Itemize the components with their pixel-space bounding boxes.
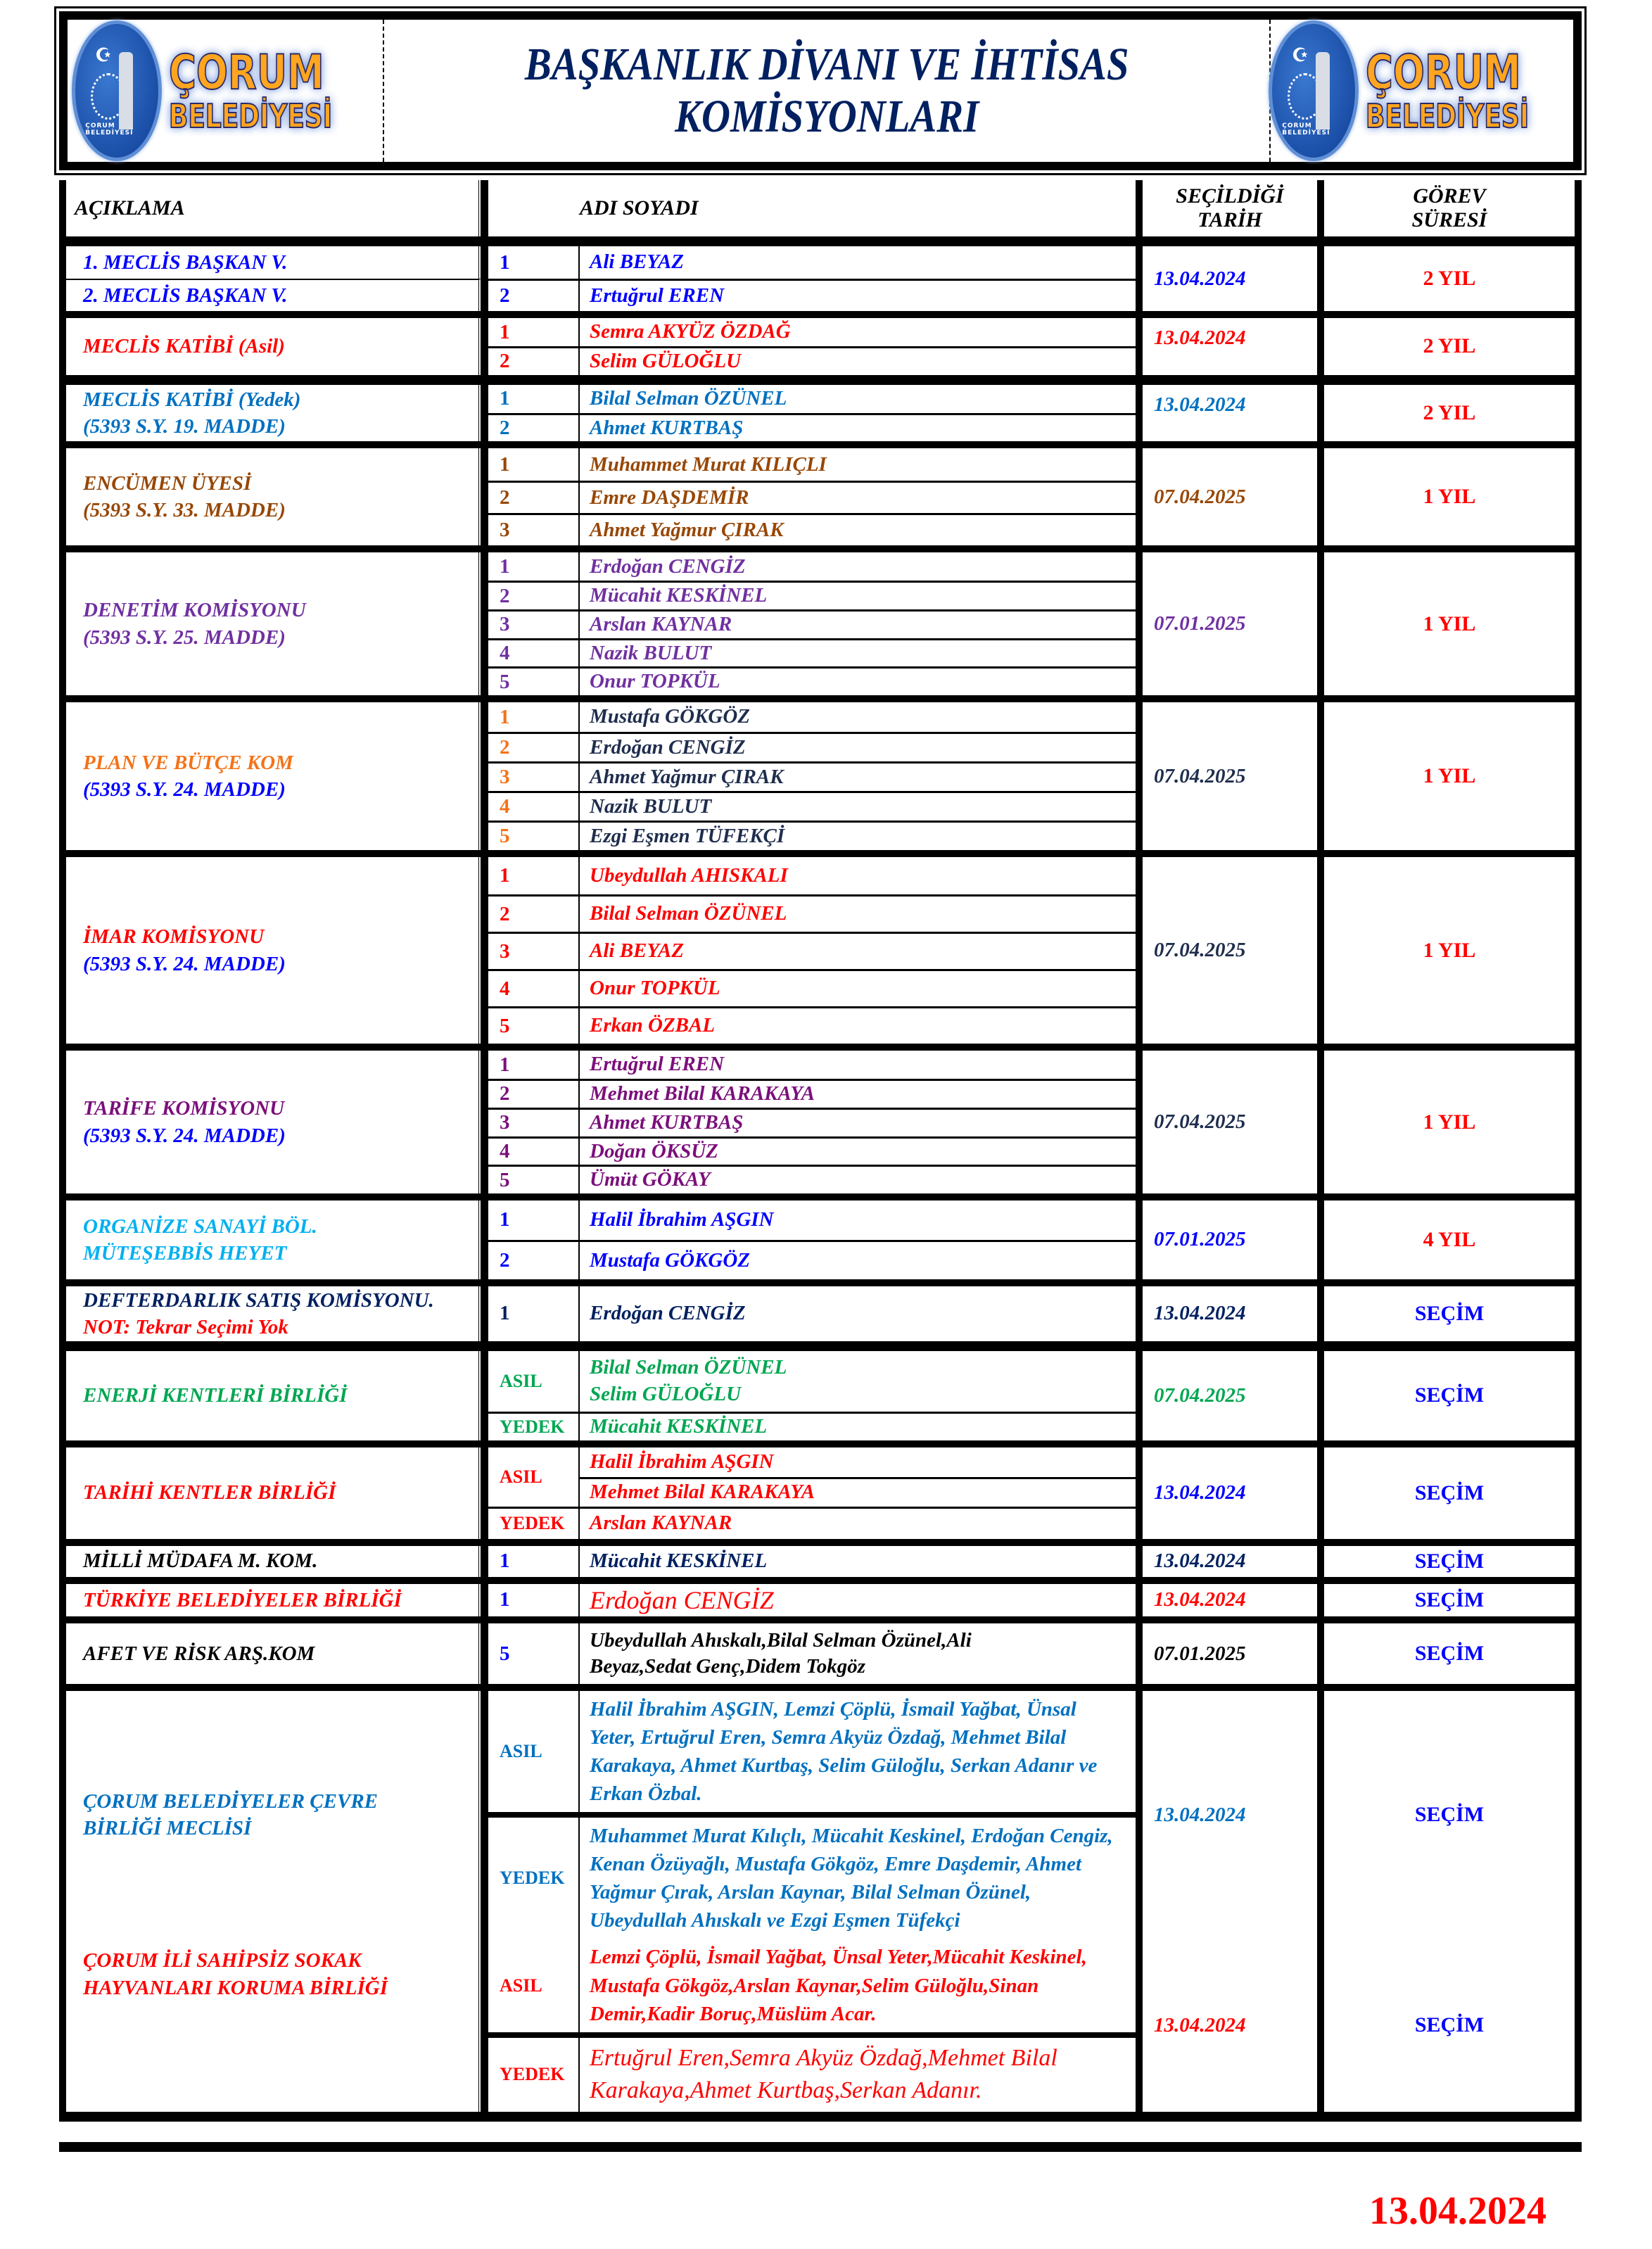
selection-date: 13.04.2024 bbox=[1143, 1939, 1324, 2112]
table-row bbox=[59, 385, 1582, 413]
table-row bbox=[59, 1447, 1582, 1477]
separator-bar bbox=[59, 441, 1582, 448]
group-label: ÇORUM İLİ SAHİPSİZ SOKAK HAYVANLARI KORUMA BİRLİĞİ bbox=[83, 1949, 388, 1999]
member-name: Nazik BULUT bbox=[580, 638, 1143, 667]
municipality-seal-icon bbox=[72, 20, 162, 161]
member-name: Doğan ÖKSÜZ bbox=[580, 1136, 1143, 1165]
yedek-label: YEDEK bbox=[481, 1507, 580, 1539]
selection-date: 13.04.2024 bbox=[1143, 318, 1324, 375]
selection-date: 07.01.2025 bbox=[1143, 552, 1324, 695]
group-sublabel: (5393 S.Y. 24. MADDE) bbox=[83, 778, 286, 802]
member-number: 1 bbox=[481, 702, 580, 732]
member-name: Muhammet Murat KILIÇLI bbox=[580, 448, 1143, 481]
separator-bar bbox=[59, 545, 1582, 552]
asil-label: ASIL bbox=[481, 1447, 580, 1507]
row-separator bbox=[59, 1539, 1582, 1546]
term-duration: 2 YIL bbox=[1324, 385, 1582, 442]
group-label: MECLİS KATİBİ (Asil) bbox=[83, 335, 285, 358]
group-label-cell bbox=[59, 1546, 481, 1577]
table-row bbox=[59, 1051, 1582, 1079]
member-name: Bilal Selman ÖZÜNEL bbox=[580, 385, 1143, 413]
member-number: 2 bbox=[481, 732, 580, 761]
group-label: DEFTERDARLIK SATIŞ KOMİSYONU. bbox=[83, 1288, 434, 1312]
group-label-cell bbox=[59, 1351, 481, 1440]
group-sublabel: (5393 S.Y. 24. MADDE) bbox=[83, 1124, 286, 1147]
member-number: 2 bbox=[481, 1079, 580, 1108]
member-number: 1 bbox=[481, 385, 580, 413]
group-label: İMAR KOMİSYONU bbox=[83, 925, 265, 949]
separator-bar bbox=[59, 1616, 1582, 1623]
group-label: DENETİM KOMİSYONU bbox=[83, 599, 306, 622]
row-separator bbox=[59, 375, 1582, 385]
group-label: MİLLİ MÜDAFA M. KOM. bbox=[83, 1550, 318, 1573]
group-label-cell bbox=[59, 1447, 481, 1539]
column-header-gorev-line1: GÖREV bbox=[1413, 184, 1486, 208]
table-row bbox=[59, 1584, 1582, 1617]
footer-date: 13.04.2024 bbox=[1369, 2189, 1546, 2233]
group-label-cell bbox=[59, 702, 481, 850]
group-sublabel: (5393 S.Y. 24. MADDE) bbox=[83, 952, 286, 975]
member-number: 1 bbox=[481, 552, 580, 581]
yedek-names: Ertuğrul Eren,Semra Akyüz Özdağ,Mehmet Bilal Karakaya,Ahmet Kurtbaş,Serkan Adanır. bbox=[580, 2032, 1143, 2112]
member-name: Ahmet KURTBAŞ bbox=[580, 1108, 1143, 1136]
row-separator bbox=[59, 850, 1582, 857]
selection-date: 07.04.2025 bbox=[1143, 857, 1324, 1044]
commissions-table bbox=[59, 180, 1582, 2122]
selection-date: 07.04.2025 bbox=[1143, 1051, 1324, 1193]
selection-date: 13.04.2024 bbox=[1143, 246, 1324, 311]
group-label-cell bbox=[59, 279, 481, 311]
member-name: Mehmet Bilal KARAKAYA bbox=[580, 1079, 1143, 1108]
group-label-cell bbox=[59, 1939, 481, 2112]
group-label: PLAN VE BÜTÇE KOM bbox=[83, 751, 293, 774]
clock-tower-icon bbox=[1316, 52, 1330, 129]
member-name: Ahmet Yağmur ÇIRAK bbox=[580, 513, 1143, 545]
member-name: Nazik BULUT bbox=[580, 791, 1143, 821]
member-number: 3 bbox=[481, 761, 580, 791]
group-label-cell bbox=[59, 1584, 481, 1617]
group-label: ENERJİ KENTLERİ BİRLİĞİ bbox=[83, 1384, 348, 1407]
group-label-cell bbox=[59, 1200, 481, 1279]
member-name: Ahmet Yağmur ÇIRAK bbox=[580, 761, 1143, 791]
table-row bbox=[59, 246, 1582, 279]
member-number: 3 bbox=[481, 932, 580, 969]
table-header-row bbox=[59, 180, 1582, 236]
member-number: 1 bbox=[481, 448, 580, 481]
separator-bar bbox=[59, 1684, 1582, 1691]
table-row bbox=[59, 1623, 1582, 1684]
group-sublabel: MÜTEŞEBBİS HEYET bbox=[83, 1241, 287, 1265]
table-body bbox=[59, 236, 1582, 2122]
group-label-cell bbox=[59, 1623, 481, 1684]
separator-bar bbox=[59, 2112, 1582, 2122]
title-line-2: KOMİSYONLARI bbox=[674, 91, 979, 142]
member-name: Erdoğan CENGİZ bbox=[580, 1584, 1143, 1617]
asil-label: ASIL bbox=[481, 1691, 580, 1812]
member-number: 5 bbox=[481, 666, 580, 695]
group-label: TÜRKİYE BELEDİYELER BİRLİĞİ bbox=[83, 1588, 402, 1611]
logo-right bbox=[1271, 20, 1573, 162]
asil-label: ASIL bbox=[481, 1939, 580, 2032]
term-duration: SEÇİM bbox=[1324, 1623, 1582, 1684]
asil-names: Halil İbrahim AŞGIN, Lemzi Çöplü, İsmail Yağbat, Ünsal Yeter, Ertuğrul Eren, Semra Akyüz Özdağ, Mehmet Bilal Karakaya, Ahmet Kurtbaş, Selim Güloğlu, Serkan Adanır ve Erkan Özbal. bbox=[580, 1691, 1143, 1812]
term-duration: 1 YIL bbox=[1324, 448, 1582, 545]
group-label: TARİFE KOMİSYONU bbox=[83, 1097, 285, 1120]
member-name: Ümüt GÖKAY bbox=[580, 1165, 1143, 1193]
separator-bar bbox=[59, 1539, 1582, 1546]
member-number: 2 bbox=[481, 1240, 580, 1279]
brand-wordmark bbox=[169, 45, 379, 135]
member-name: Ertuğrul EREN bbox=[580, 279, 1143, 311]
bottom-rule bbox=[59, 2142, 1582, 2152]
group-label: MECLİS KATİBİ (Yedek) bbox=[83, 388, 301, 411]
member-name: Onur TOPKÜL bbox=[580, 969, 1143, 1006]
column-header-gorev-suresi bbox=[1324, 180, 1582, 236]
seal-text: ÇORUM BELEDİYESİ bbox=[85, 122, 134, 137]
member-number: 1 bbox=[481, 1546, 580, 1577]
seal-text: ÇORUM BELEDİYESİ bbox=[1282, 122, 1330, 137]
member-number: 3 bbox=[481, 609, 580, 638]
table-row bbox=[59, 552, 1582, 581]
term-duration: 1 YIL bbox=[1324, 702, 1582, 850]
selection-date: 07.01.2025 bbox=[1143, 1200, 1324, 1279]
group-label: 1. MECLİS BAŞKAN V. bbox=[83, 251, 288, 274]
municipality-seal-icon bbox=[1269, 20, 1359, 161]
row-separator bbox=[59, 695, 1582, 702]
member-name: Ezgi Eşmen TÜFEKÇİ bbox=[580, 821, 1143, 850]
asil-label: ASIL bbox=[481, 1351, 580, 1412]
row-separator bbox=[59, 1044, 1582, 1051]
member-name: Mücahit KESKİNEL bbox=[580, 1546, 1143, 1577]
member-count: 5 bbox=[481, 1623, 580, 1684]
group-label-cell bbox=[59, 552, 481, 695]
row-separator bbox=[59, 236, 1582, 246]
member-number: 3 bbox=[481, 1108, 580, 1136]
term-duration: SEÇİM bbox=[1324, 1546, 1582, 1577]
group-label: ÇORUM BELEDİYELER ÇEVRE BİRLİĞİ MECLİSİ bbox=[83, 1790, 378, 1840]
table-row bbox=[59, 1351, 1582, 1412]
member-number: 2 bbox=[481, 413, 580, 442]
member-name: Erdoğan CENGİZ bbox=[580, 552, 1143, 581]
member-name: Mücahit KESKİNEL bbox=[580, 1412, 1143, 1440]
group-note: NOT: Tekrar Seçimi Yok bbox=[83, 1315, 288, 1338]
member-number: 1 bbox=[481, 857, 580, 894]
row-separator bbox=[59, 1341, 1582, 1351]
separator-bar bbox=[59, 695, 1582, 702]
brand-word-corum: ÇORUM bbox=[1366, 45, 1521, 101]
table-row bbox=[59, 702, 1582, 732]
group-label: 2. MECLİS BAŞKAN V. bbox=[83, 284, 288, 307]
brand-wordmark bbox=[1366, 45, 1575, 135]
table-row bbox=[59, 1286, 1582, 1341]
column-header-aciklama: AÇIKLAMA bbox=[59, 180, 481, 236]
brand-word-belediyesi: BELEDİYESİ bbox=[1366, 97, 1530, 135]
member-name: Mehmet Bilal KARAKAYA bbox=[580, 1477, 1143, 1507]
clock-tower-icon bbox=[119, 52, 133, 129]
group-label-cell bbox=[59, 448, 481, 545]
selection-date: 13.04.2024 bbox=[1143, 1691, 1324, 1939]
crescent-star-icon: ☪ bbox=[95, 45, 112, 65]
row-separator bbox=[59, 311, 1582, 318]
separator-bar bbox=[59, 311, 1582, 318]
group-sublabel: (5393 S.Y. 25. MADDE) bbox=[83, 626, 286, 649]
column-header-secildigi-tarih bbox=[1143, 180, 1324, 236]
term-duration: SEÇİM bbox=[1324, 1286, 1582, 1341]
selection-date: 07.04.2025 bbox=[1143, 1351, 1324, 1440]
selection-date: 07.04.2025 bbox=[1143, 702, 1324, 850]
member-number: 1 bbox=[481, 1051, 580, 1079]
title-box bbox=[383, 20, 1271, 162]
group-label-cell bbox=[59, 246, 481, 279]
member-name: Arslan KAYNAR bbox=[580, 609, 1143, 638]
group-label-cell bbox=[59, 318, 481, 375]
row-separator bbox=[59, 1279, 1582, 1286]
selection-date: 07.04.2025 bbox=[1143, 448, 1324, 545]
title-line-1: BAŞKANLIK DİVANI VE İHTİSAS bbox=[524, 39, 1129, 91]
separator-bar bbox=[59, 1341, 1582, 1351]
row-separator bbox=[59, 1193, 1582, 1200]
row-separator bbox=[59, 545, 1582, 552]
separator-bar bbox=[59, 1044, 1582, 1051]
group-sublabel: (5393 S.Y. 33. MADDE) bbox=[83, 499, 286, 522]
selection-date: 13.04.2024 bbox=[1143, 1546, 1324, 1577]
separator-bar bbox=[59, 1440, 1582, 1447]
separator-bar bbox=[59, 1279, 1582, 1286]
group-label-cell bbox=[59, 1691, 481, 1939]
selection-date: 07.01.2025 bbox=[1143, 1623, 1324, 1684]
member-name: Selim GÜLOĞLU bbox=[580, 346, 1143, 375]
member-number: 4 bbox=[481, 1136, 580, 1165]
member-name: Erdoğan CENGİZ bbox=[580, 1286, 1143, 1341]
member-name: Emre DAŞDEMİR bbox=[580, 481, 1143, 513]
term-duration: 2 YIL bbox=[1324, 246, 1582, 311]
yedek-label: YEDEK bbox=[481, 1412, 580, 1440]
yedek-names: Muhammet Murat Kılıçlı, Mücahit Keskinel, Erdoğan Cengiz, Kenan Özüyağlı, Mustafa Gökgöz, Emre Daşdemir, Ahmet Yağmur Çırak, Arslan Kaynar, Bilal Selman Özünel, Ubeydullah Ahıskalı ve Ezgi Eşmen Tüfekçi bbox=[580, 1812, 1143, 1939]
member-number: 2 bbox=[481, 481, 580, 513]
separator-bar bbox=[59, 236, 1582, 246]
term-duration: SEÇİM bbox=[1324, 1691, 1582, 1939]
member-number: 2 bbox=[481, 279, 580, 311]
brand-word-belediyesi: BELEDİYESİ bbox=[169, 97, 333, 135]
selection-date: 13.04.2024 bbox=[1143, 1286, 1324, 1341]
member-name: Mustafa GÖKGÖZ bbox=[580, 702, 1143, 732]
term-duration: 4 YIL bbox=[1324, 1200, 1582, 1279]
member-names: Ubeydullah Ahıskalı,Bilal Selman Özünel,Ali Beyaz,Sedat Genç,Didem Tokgöz bbox=[580, 1623, 1143, 1684]
member-number: 1 bbox=[481, 1286, 580, 1341]
member-name: Mücahit KESKİNEL bbox=[580, 581, 1143, 609]
member-name: Semra AKYÜZ ÖZDAĞ bbox=[580, 318, 1143, 346]
row-separator bbox=[59, 1440, 1582, 1447]
member-name: Selim GÜLOĞLU bbox=[590, 1382, 742, 1405]
group-label-cell bbox=[59, 385, 481, 442]
crescent-star-icon: ☪ bbox=[1292, 45, 1309, 65]
row-separator bbox=[59, 441, 1582, 448]
page-title bbox=[525, 39, 1129, 143]
term-duration: 1 YIL bbox=[1324, 857, 1582, 1044]
separator-bar bbox=[59, 375, 1582, 385]
member-name: Halil İbrahim AŞGIN bbox=[580, 1200, 1143, 1240]
group-label-cell bbox=[59, 857, 481, 1044]
group-label-cell bbox=[59, 1051, 481, 1193]
group-label: TARİHİ KENTLER BİRLİĞİ bbox=[83, 1481, 336, 1504]
group-label: ORGANİZE SANAYİ BÖL. bbox=[83, 1215, 317, 1238]
asil-names-cell bbox=[580, 1351, 1143, 1412]
member-name: Ali BEYAZ bbox=[580, 246, 1143, 279]
selection-date: 13.04.2024 bbox=[1143, 1584, 1324, 1617]
member-number: 3 bbox=[481, 513, 580, 545]
separator-bar bbox=[59, 850, 1582, 857]
table-row bbox=[59, 318, 1582, 346]
yedek-label: YEDEK bbox=[481, 2032, 580, 2112]
row-separator bbox=[59, 1577, 1582, 1584]
term-duration: SEÇİM bbox=[1324, 1351, 1582, 1440]
member-name: Onur TOPKÜL bbox=[580, 666, 1143, 695]
member-name: Bilal Selman ÖZÜNEL bbox=[580, 894, 1143, 932]
row-separator bbox=[59, 1616, 1582, 1623]
group-label-cell bbox=[59, 1286, 481, 1341]
group-label: ENCÜMEN ÜYESİ bbox=[83, 472, 252, 495]
document-page bbox=[59, 7, 1582, 2122]
separator-bar bbox=[59, 1193, 1582, 1200]
table-row bbox=[59, 857, 1582, 894]
member-name: Halil İbrahim AŞGIN bbox=[580, 1447, 1143, 1477]
column-header-adi-soyadi: ADI SOYADI bbox=[481, 180, 1143, 236]
selection-date: 13.04.2024 bbox=[1143, 385, 1324, 442]
selection-date: 13.04.2024 bbox=[1143, 1447, 1324, 1539]
row-separator bbox=[59, 1684, 1582, 1691]
member-name: Arslan KAYNAR bbox=[580, 1507, 1143, 1539]
table-row bbox=[59, 1546, 1582, 1577]
member-name: Ahmet KURTBAŞ bbox=[580, 413, 1143, 442]
member-number: 2 bbox=[481, 581, 580, 609]
member-name: Ubeydullah AHISKALI bbox=[580, 857, 1143, 894]
separator-bar bbox=[59, 1577, 1582, 1584]
yedek-label: YEDEK bbox=[481, 1812, 580, 1939]
term-duration: 1 YIL bbox=[1324, 552, 1582, 695]
member-number: 1 bbox=[481, 1200, 580, 1240]
logo-left bbox=[68, 20, 383, 162]
table-row bbox=[59, 1691, 1582, 1812]
member-name: Ertuğrul EREN bbox=[580, 1051, 1143, 1079]
member-number: 1 bbox=[481, 1584, 580, 1617]
asil-names: Lemzi Çöplü, İsmail Yağbat, Ünsal Yeter,Mücahit Keskinel, Mustafa Gökgöz,Arslan Kaynar,Selim Güloğlu,Sinan Demir,Kadir Boruç,Müslüm Acar. bbox=[580, 1939, 1143, 2032]
table-row bbox=[59, 448, 1582, 481]
member-number: 5 bbox=[481, 821, 580, 850]
member-number: 5 bbox=[481, 1165, 580, 1193]
column-header-secildigi-line1: SEÇİLDİĞİ bbox=[1176, 184, 1284, 208]
member-name: Mustafa GÖKGÖZ bbox=[580, 1240, 1143, 1279]
member-number: 4 bbox=[481, 791, 580, 821]
member-name: Erkan ÖZBAL bbox=[580, 1006, 1143, 1044]
column-header-gorev-line2: SÜRESİ bbox=[1411, 208, 1487, 232]
table-row bbox=[59, 1200, 1582, 1240]
member-number: 4 bbox=[481, 969, 580, 1006]
member-number: 1 bbox=[481, 246, 580, 279]
member-number: 1 bbox=[481, 318, 580, 346]
term-duration: SEÇİM bbox=[1324, 1447, 1582, 1539]
group-label: AFET VE RİSK ARŞ.KOM bbox=[83, 1642, 315, 1666]
term-duration: 2 YIL bbox=[1324, 318, 1582, 375]
row-separator bbox=[59, 2112, 1582, 2122]
header-banner bbox=[59, 11, 1582, 170]
member-name: Ali BEYAZ bbox=[580, 932, 1143, 969]
member-name: Erdoğan CENGİZ bbox=[580, 732, 1143, 761]
term-duration: 1 YIL bbox=[1324, 1051, 1582, 1193]
member-name: Bilal Selman ÖZÜNEL bbox=[590, 1356, 787, 1379]
term-duration: SEÇİM bbox=[1324, 1939, 1582, 2112]
member-number: 2 bbox=[481, 894, 580, 932]
member-number: 4 bbox=[481, 638, 580, 667]
brand-word-corum: ÇORUM bbox=[169, 45, 324, 101]
member-number: 2 bbox=[481, 346, 580, 375]
table-row bbox=[59, 1939, 1582, 2032]
column-header-secildigi-line2: TARİH bbox=[1197, 208, 1262, 232]
member-number: 5 bbox=[481, 1006, 580, 1044]
group-sublabel: (5393 S.Y. 19. MADDE) bbox=[83, 415, 286, 438]
term-duration: SEÇİM bbox=[1324, 1584, 1582, 1617]
